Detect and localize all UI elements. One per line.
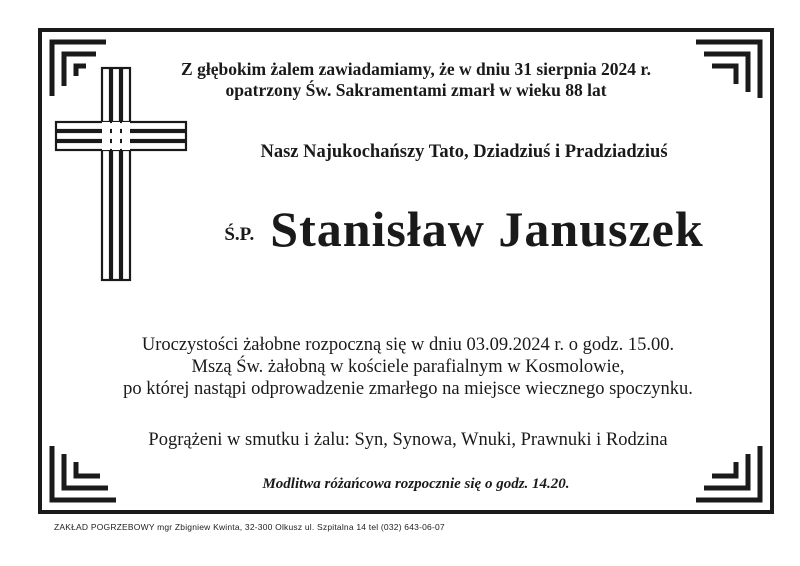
deceased-name: Stanisław Januszek	[270, 201, 704, 257]
mourners-line: Pogrążeni w smutku i żalu: Syn, Synowa, Wnuki, Prawnuki i Rodzina	[148, 430, 668, 450]
intro-line-1: Z głębokim żalem zawiadamiamy, że w dniu 31 sierpnia 2024 r.	[181, 59, 651, 79]
prefix-sp: Ś.P.	[224, 224, 255, 245]
prayer-line: Modlitwa różańcowa rozpocznie się o godz. 14.20.	[262, 476, 570, 492]
footer-funeral-home: ZAKŁAD POGRZEBOWY mgr Zbigniew Kwinta, 32-300 Olkusz ul. Szpitalna 14 tel (032) 643-06-07	[54, 522, 445, 532]
funeral-line-1: Uroczystości żałobne rozpoczną się w dniu 03.09.2024 r. o godz. 15.00.	[141, 335, 675, 355]
intro-line-2: opatrzony Św. Sakramentami zmarł w wieku 88 lat	[225, 80, 607, 100]
deceased-name-row	[64, 200, 800, 258]
funeral-line-2: Mszą Św. żałobną w kościele parafialnym w Kosmolowie,	[191, 357, 625, 377]
funeral-line-3: po której nastąpi odprowadzenie zmarłego na miejsce wiecznego spoczynku.	[123, 379, 693, 399]
subtitle: Nasz Najukochańszy Tato, Dziadziuś i Pradziadziuś	[260, 142, 668, 162]
